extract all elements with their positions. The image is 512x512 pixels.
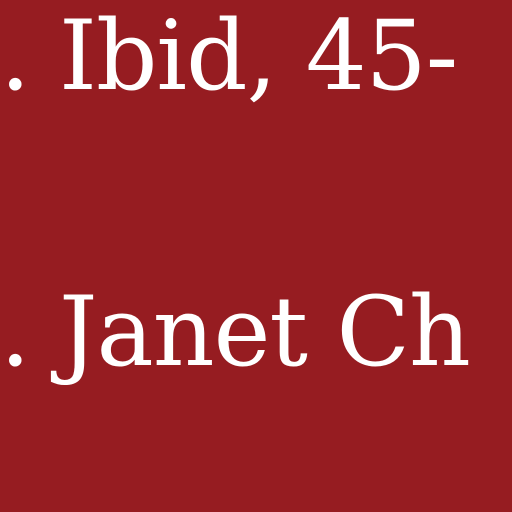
note-line-janet: . Janet Ch	[0, 276, 470, 388]
note-line-ibid: . Ibid, 45-	[0, 0, 458, 112]
